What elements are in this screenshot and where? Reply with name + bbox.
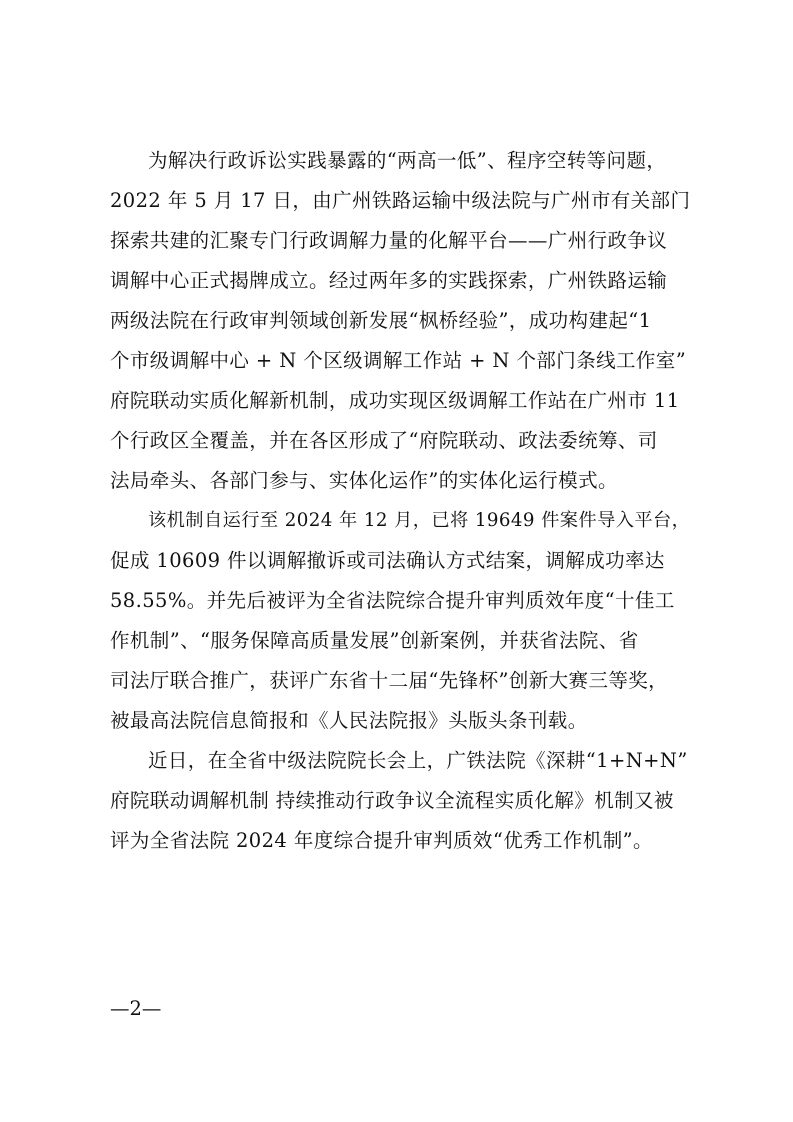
page-number: —2— — [110, 997, 162, 1020]
paragraph-1-line-4: 调解中心正式揭牌成立。经过两年多的实践探索，广州铁路运输 — [110, 269, 668, 292]
paragraph-2-line-5: 司法厅联合推广，获评广东省十二届“先锋杯”创新大赛三等奖， — [110, 669, 669, 692]
paragraph-1-line-9: 法局牵头、各部门参与、实体化运作”的实体化运行模式。 — [110, 469, 618, 492]
paragraph-1-line-1: 为解决行政诉讼实践暴露的“两高一低”、程序空转等问题， — [148, 149, 667, 172]
paragraph-2-line-1: 该机制自运行至 2024 年 12 月，已将 19649 件案件导入平台， — [148, 510, 691, 531]
paragraph-2-line-3: 58.55%。并先后被评为全省法院综合提升审判质效年度“十佳工 — [110, 589, 675, 612]
paragraph-1-line-2: 2022 年 5 月 17 日，由广州铁路运输中级法院与广州市有关部门 — [110, 189, 691, 212]
paragraph-3-line-3: 评为全省法院 2024 年度综合提升审判质效“优秀工作机制”。 — [110, 829, 653, 852]
paragraph-1-line-8: 个行政区全覆盖，并在各区形成了“府院联动、政法委统筹、司 — [110, 429, 658, 452]
paragraph-1-line-5: 两级法院在行政审判领域创新发展“枫桥经验”，成功构建起“1 — [110, 309, 652, 332]
paragraph-1-line-6: 个市级调解中心 + N 个区级调解工作站 + N 个部门条线工作室” — [110, 349, 687, 372]
paragraph-2-line-4: 作机制”、“服务保障高质量发展”创新案例，并获省法院、省 — [110, 629, 639, 652]
paragraph-3-line-1: 近日，在全省中级法院院长会上，广铁法院《深耕“1+N+N” — [148, 749, 688, 772]
paragraph-1-line-3: 探索共建的汇聚专门行政调解力量的化解平台——广州行政争议 — [110, 229, 668, 252]
paragraph-2-line-2: 促成 10609 件以调解撤诉或司法确认方式结案，调解成功率达 — [110, 549, 665, 572]
paragraph-2-line-6: 被最高法院信息简报和《人民法院报》头版头条刊载。 — [110, 709, 588, 732]
paragraph-1-line-7: 府院联动实质化解新机制，成功实现区级调解工作站在广州市 11 — [110, 389, 680, 412]
paragraph-3-line-2: 府院联动调解机制 持续推动行政争议全流程实质化解》机制又被 — [110, 789, 674, 812]
